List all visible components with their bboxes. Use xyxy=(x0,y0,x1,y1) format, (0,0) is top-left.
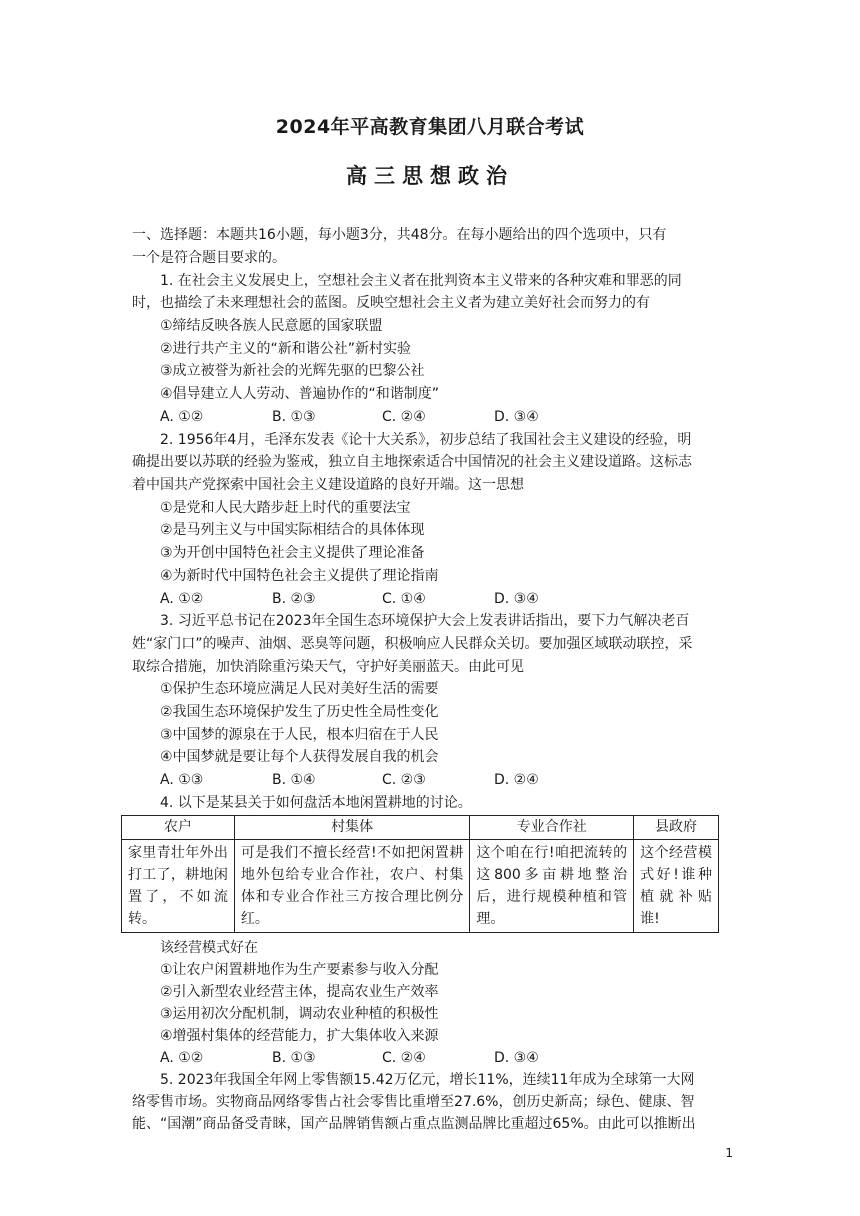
q1-stem-line-1: 1. 在社会主义发展史上，空想社会主义者在批判资本主义带来的各种灾难和罪恶的同 xyxy=(160,273,682,289)
q4-option-c[interactable]: C. ②④ xyxy=(382,1050,426,1066)
q3-option-b[interactable]: B. ①④ xyxy=(272,772,316,788)
page-number: 1 xyxy=(725,1146,733,1160)
q2-option-a[interactable]: A. ①② xyxy=(160,591,204,607)
q5-stem-line-1: 5. 2023年我国全年网上零售额15.42万亿元，增长11%，连续11年成为全球第一大网 xyxy=(160,1072,695,1088)
q5-stem-line-3: 能、“国潮”商品备受青睐，国产品牌销售额占重点监测品牌比重超过65%。由此可以推断出 xyxy=(132,1116,696,1132)
table-cell-village-collective: 可是我们不擅长经营!不如把闲置耕地外包给专业合作社，农户、村集体和专业合作社三方按合理比例分红。 xyxy=(234,840,470,933)
q1-option-a[interactable]: A. ①② xyxy=(160,409,204,425)
q1-option-b[interactable]: B. ①③ xyxy=(272,409,316,425)
section-instruction-line-1: 一、选择题：本题共16小题，每小题3分，共48分。在每小题给出的四个选项中，只有 xyxy=(132,227,667,243)
q3-stem-line-1: 3. 习近平总书记在2023年全国生态环境保护大会上发表讲话指出，要下力气解决老百 xyxy=(160,613,690,629)
q3-option-a[interactable]: A. ①③ xyxy=(160,772,204,788)
q2-option-b[interactable]: B. ②③ xyxy=(272,591,316,607)
q4-option-d[interactable]: D. ③④ xyxy=(494,1050,539,1066)
q2-stem-line-2: 确提出要以苏联的经验为鉴戒，独立自主地探索适合中国情况的社会主义建设道路。这标志 xyxy=(132,454,692,470)
q2-stem-line-1: 2. 1956年4月，毛泽东发表《论十大关系》，初步总结了我国社会主义建设的经验，明 xyxy=(160,432,692,448)
exam-title: 2024年平高教育集团八月联合考试 xyxy=(275,116,585,138)
q4-stem: 4. 以下是某县关于如何盘活本地闲置耕地的讨论。 xyxy=(160,795,472,811)
q2-option-d[interactable]: D. ③④ xyxy=(494,591,539,607)
q1-stem-line-2: 时，也描绘了未来理想社会的蓝图。反映空想社会主义者为建立美好社会而努力的有 xyxy=(132,295,650,311)
q4-option-a[interactable]: A. ①② xyxy=(160,1050,204,1066)
q3-option-d[interactable]: D. ②④ xyxy=(494,772,539,788)
q1-option-c[interactable]: C. ②④ xyxy=(382,409,426,425)
q3-item-4: ④中国梦就是要让每个人获得发展自我的机会 xyxy=(160,749,439,765)
q1-item-4: ④倡导建立人人劳动、普遍协作的“和谐制度” xyxy=(160,386,440,402)
table-header-village-collective: 村集体 xyxy=(234,816,470,840)
q2-option-c[interactable]: C. ①④ xyxy=(382,591,426,607)
q4-lead: 该经营模式好在 xyxy=(160,940,258,956)
q1-option-d[interactable]: D. ③④ xyxy=(494,409,539,425)
q3-item-2: ②我国生态环境保护发生了历史性全局性变化 xyxy=(160,704,439,720)
section-instruction-line-2: 一个是符合题目要求的。 xyxy=(132,250,286,266)
table-header-farmer: 农户 xyxy=(122,816,235,840)
q3-stem-line-2: 姓“家门口”的噪声、油烟、恶臭等问题，积极响应人民群众关切。要加强区域联动联控，采 xyxy=(132,636,693,652)
q3-item-3: ③中国梦的源泉在于人民，根本归宿在于人民 xyxy=(160,727,439,743)
q2-item-4: ④为新时代中国特色社会主义提供了理论指南 xyxy=(160,568,439,584)
table-header-cooperative: 专业合作社 xyxy=(470,816,634,840)
table-cell-county-government: 这个经营模式好!谁种植就补贴谁! xyxy=(634,840,719,933)
table-header-county-government: 县政府 xyxy=(634,816,719,840)
table-cell-cooperative: 这个咱在行!咱把流转的这800多亩耕地整治后，进行规模种植和管理。 xyxy=(470,840,634,933)
table-cell-farmer: 家里青壮年外出打工了，耕地闲置了，不如流转。 xyxy=(122,840,235,933)
q4-option-b[interactable]: B. ①③ xyxy=(272,1050,316,1066)
q4-discussion-table xyxy=(121,815,719,933)
q1-item-1: ①缔结反映各族人民意愿的国家联盟 xyxy=(160,318,383,334)
exam-subject: 高三思想政治 xyxy=(346,164,514,188)
q2-item-3: ③为开创中国特色社会主义提供了理论准备 xyxy=(160,545,425,561)
q4-item-3: ③运用初次分配机制，调动农业种植的积极性 xyxy=(160,1006,439,1022)
q4-item-4: ④增强村集体的经营能力，扩大集体收入来源 xyxy=(160,1028,439,1044)
q2-item-2: ②是马列主义与中国实际相结合的具体体现 xyxy=(160,522,425,538)
q3-stem-line-3: 取综合措施，加快消除重污染天气，守护好美丽蓝天。由此可见 xyxy=(132,659,524,675)
q4-item-1: ①让农户闲置耕地作为生产要素参与收入分配 xyxy=(160,962,439,978)
q1-item-2: ②进行共产主义的“新和谐公社”新村实验 xyxy=(160,341,412,357)
table-row xyxy=(122,840,719,933)
table-header-row xyxy=(122,816,719,840)
q3-item-1: ①保护生态环境应满足人民对美好生活的需要 xyxy=(160,681,439,697)
q4-item-2: ②引入新型农业经营主体，提高农业生产效率 xyxy=(160,984,439,1000)
q2-stem-line-3: 着中国共产党探索中国社会主义建设道路的良好开端。这一思想 xyxy=(132,477,524,493)
q2-item-1: ①是党和人民大踏步赶上时代的重要法宝 xyxy=(160,500,411,516)
q3-option-c[interactable]: C. ②③ xyxy=(382,772,426,788)
q5-stem-line-2: 络零售市场。实物商品网络零售占社会零售比重增至27.6%，创历史新高；绿色、健康、智 xyxy=(132,1094,695,1110)
q1-item-3: ③成立被誉为新社会的光辉先驱的巴黎公社 xyxy=(160,363,425,379)
